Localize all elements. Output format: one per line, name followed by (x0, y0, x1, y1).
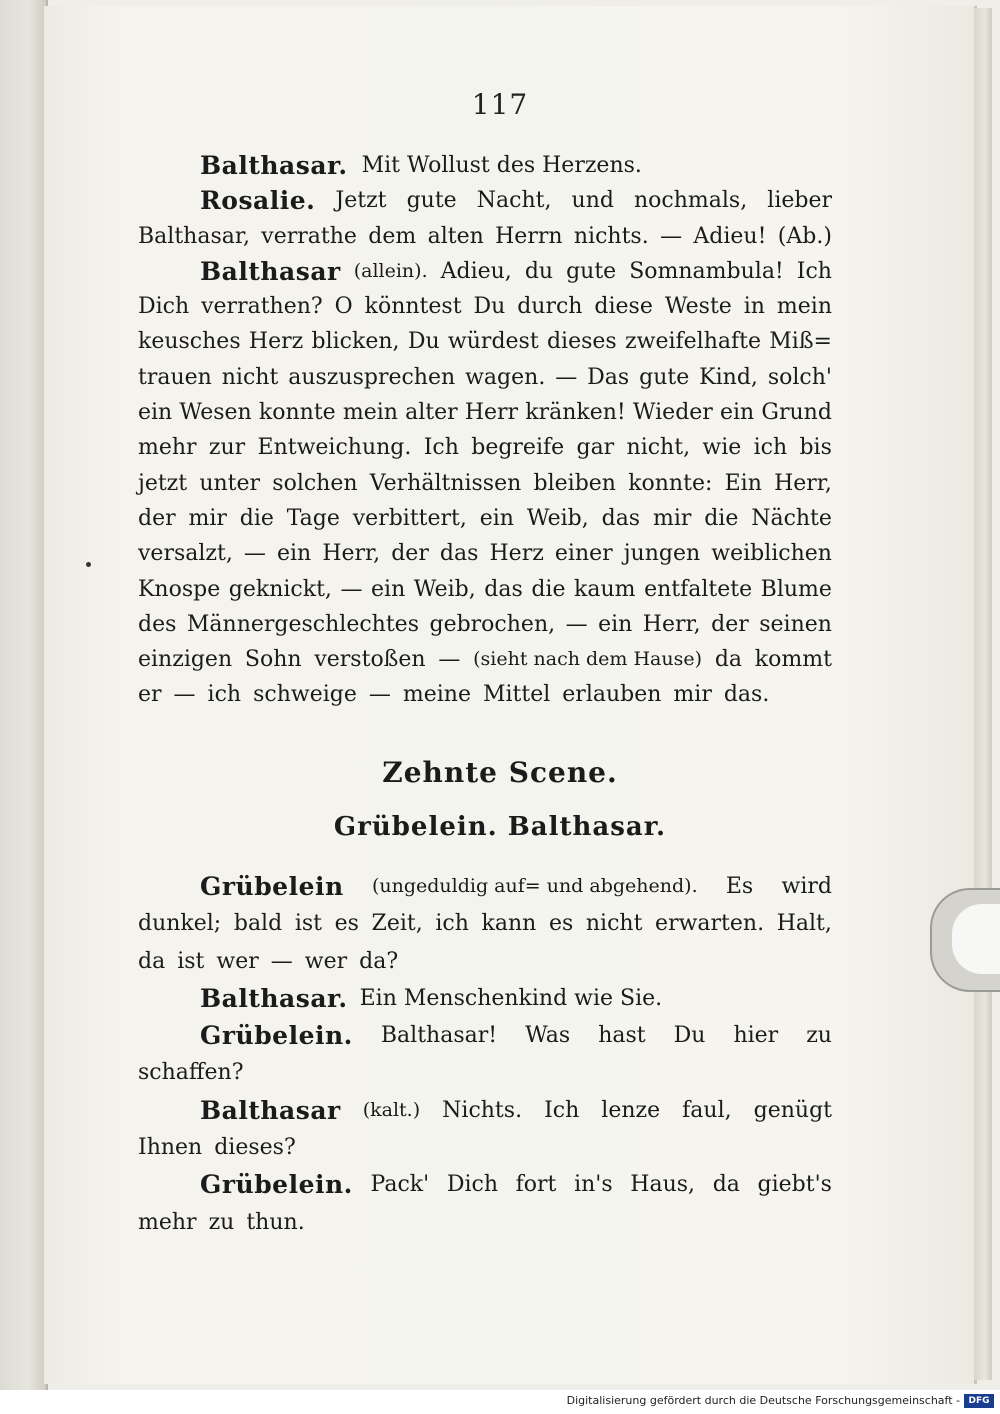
word: gar (576, 435, 615, 461)
word: jetzt (138, 470, 188, 496)
text-line (138, 430, 832, 465)
word: ich (435, 911, 469, 937)
word: zu (806, 1023, 832, 1049)
word: auszusprechen (288, 364, 456, 390)
page-stack-edge (974, 8, 992, 1380)
word: Zeit, (371, 911, 423, 937)
word: die (239, 505, 274, 531)
word: es (334, 911, 359, 937)
word: Du (673, 1023, 706, 1049)
word: Rosalie. (200, 186, 316, 216)
word: dieses? (214, 1135, 296, 1161)
word: Dich (446, 1172, 498, 1198)
word: Adieu! (693, 223, 767, 249)
word: das (601, 505, 641, 531)
word: Balthasar (200, 256, 341, 286)
word: gute (639, 364, 690, 390)
word: Du (473, 294, 506, 320)
word: hast (598, 1023, 646, 1049)
word: wer (216, 948, 259, 974)
word: — (565, 611, 588, 637)
word: mir (673, 682, 712, 708)
word: mir (652, 505, 692, 531)
word: zu (208, 1209, 235, 1235)
text-line (138, 1054, 832, 1091)
word: ein (598, 611, 633, 637)
word: ist (177, 948, 205, 974)
word: einzigen (138, 647, 233, 673)
word: der (391, 541, 429, 567)
word: Ein (724, 470, 762, 496)
word: lenze (601, 1097, 661, 1123)
word: da (712, 1172, 740, 1198)
word: Was (525, 1023, 571, 1049)
word: da (138, 948, 166, 974)
word: — (270, 948, 293, 974)
text-line (138, 289, 832, 324)
word: verrathe (261, 223, 357, 249)
word: erlauben (562, 682, 662, 708)
word: nicht, (626, 435, 691, 461)
word: Herr, (774, 470, 832, 496)
word: Balthasar (200, 1095, 341, 1125)
dfg-logo: DFG (964, 1394, 994, 1408)
word: konnte: (628, 470, 713, 496)
word: Grübelein. (200, 1021, 353, 1051)
word: Ich (544, 1097, 580, 1123)
word: dieses (546, 329, 617, 355)
word: Herz (489, 541, 544, 567)
word: seinen (759, 611, 832, 637)
word: Somnambula! (629, 258, 784, 284)
word: des (138, 611, 177, 637)
word: Halt, (776, 911, 832, 937)
word: Herrn (495, 223, 563, 249)
word: ein (371, 576, 406, 602)
word: Mittel (482, 682, 551, 708)
word: Herr, (322, 541, 381, 567)
word: Männergeschlechtes (186, 611, 419, 637)
word: Balthasar! (380, 1023, 498, 1049)
word: mein (776, 294, 832, 320)
word: Nacht, (476, 188, 552, 214)
text-line (138, 360, 832, 395)
word: Pack' (370, 1172, 430, 1198)
word: schweige (253, 682, 357, 708)
word: bis (799, 435, 832, 461)
word: dunkel; (138, 911, 222, 937)
word: mehr (138, 435, 197, 461)
word: Tage (286, 505, 340, 531)
word: begreife (471, 435, 565, 461)
word: keusches (138, 329, 241, 355)
word: Verhältnissen (369, 470, 522, 496)
word: diese (594, 294, 653, 320)
word: Herz (248, 329, 304, 355)
word: (allein). (353, 259, 428, 282)
word: da? (359, 948, 399, 974)
word: thun. (246, 1209, 305, 1235)
word: Herr, (642, 611, 701, 637)
word: in's (574, 1172, 613, 1198)
word: Wesen (179, 400, 252, 426)
margin-mark (86, 562, 91, 567)
word: in (743, 294, 765, 320)
word: — (368, 682, 391, 708)
word: gebrochen, (429, 611, 556, 637)
word: (Ab.) (777, 223, 832, 249)
word: und (571, 188, 614, 214)
word: ein (277, 541, 312, 567)
word: mein (342, 400, 398, 426)
word: kaum (574, 576, 636, 602)
text-line (138, 642, 832, 677)
dialogue-block-2 (138, 868, 832, 1241)
word: — (173, 682, 196, 708)
word: (kalt.) (362, 1098, 421, 1121)
word: konnte (258, 400, 336, 426)
word: Ich (796, 258, 832, 284)
word: verstoßen (314, 647, 426, 673)
word: da (714, 647, 743, 673)
word: wird (781, 874, 832, 899)
word: schaffen? (138, 1060, 244, 1086)
word: mehr (138, 1209, 197, 1235)
word: weiblichen (711, 541, 832, 567)
text-line (138, 466, 832, 501)
word: trauen (138, 364, 212, 390)
word: Weste (664, 294, 732, 320)
word: die (704, 505, 739, 531)
word: Knospe (138, 576, 221, 602)
text-line (138, 1017, 832, 1054)
word: Ich (423, 435, 459, 461)
word: Weib, (526, 505, 589, 531)
word: — (340, 576, 363, 602)
text-line (138, 905, 832, 942)
word: unter (199, 470, 261, 496)
text-line (138, 536, 832, 571)
word: ein (479, 505, 514, 531)
word: Jetzt (335, 188, 387, 214)
word: gute (566, 258, 617, 284)
word: zur (208, 435, 246, 461)
word: ein (138, 400, 173, 426)
word: wagen. (465, 364, 546, 390)
word: (sieht nach dem Hause) (473, 648, 703, 671)
word: bald (233, 911, 283, 937)
word: zweifelhafte (625, 329, 761, 355)
word: das. (723, 682, 770, 708)
word: solchen (272, 470, 358, 496)
book-clip-tab (930, 888, 1000, 992)
word: giebt's (757, 1172, 832, 1198)
word: kommt (754, 647, 832, 673)
word: — (438, 647, 461, 673)
word: Balthasar, (138, 223, 250, 249)
word: Dich (138, 294, 190, 320)
word: Adieu, (440, 258, 512, 284)
word: wie (702, 435, 742, 461)
word: Nächte (751, 505, 832, 531)
word: würdest (447, 329, 539, 355)
word: du (524, 258, 554, 284)
text-line (138, 677, 832, 712)
word: gute (406, 188, 457, 214)
word: ich (207, 682, 242, 708)
word: meine (402, 682, 471, 708)
word: Weib, (413, 576, 476, 602)
word: nicht (221, 364, 279, 390)
text-line (138, 572, 832, 607)
facing-page-edge (0, 0, 48, 1390)
word: mir (188, 505, 227, 531)
word: ich (753, 435, 788, 461)
text-line: Balthasar. Mit Wollust des Herzens. (200, 151, 642, 180)
word: (ungeduldig auf= und abgehend). (371, 875, 698, 897)
text-line (138, 501, 832, 536)
word: Ihnen (138, 1135, 203, 1161)
word: erwarten. (655, 911, 765, 937)
word: genügt (753, 1097, 832, 1123)
funding-credit: Digitalisierung gefördert durch die Deutsche Forschungsgemeinschaft - (566, 1394, 960, 1407)
word: das (439, 541, 479, 567)
word: lieber (767, 188, 832, 214)
text-line (138, 324, 832, 359)
text-line (138, 607, 832, 642)
text-line (138, 943, 832, 980)
scene-characters: Grübelein. Balthasar. (333, 812, 667, 842)
word: geknickt, (228, 576, 332, 602)
footer-bar (0, 1390, 1000, 1414)
word: dem (368, 223, 417, 249)
word: durch (517, 294, 583, 320)
scene-heading: Zehnte Scene. (382, 756, 618, 789)
word: — (243, 541, 266, 567)
word: entfaltete (644, 576, 753, 602)
word: das (484, 576, 523, 602)
text-line (138, 1204, 832, 1241)
word: — (660, 223, 683, 249)
word: alter (405, 400, 458, 426)
word: einer (554, 541, 613, 567)
text-line (138, 254, 832, 289)
word: nicht (585, 911, 643, 937)
text-line (138, 1092, 832, 1129)
word: Blume (760, 576, 832, 602)
word: bleiben (533, 470, 616, 496)
word: — (555, 364, 578, 390)
word: fort (515, 1172, 557, 1198)
word: der (138, 505, 176, 531)
word: nichts. (573, 223, 649, 249)
word: Ein Menschenkind wie Sie. (359, 985, 663, 1011)
text-line (138, 868, 832, 905)
word: hier (733, 1023, 779, 1049)
text-line (138, 1166, 832, 1203)
word: kann (481, 911, 537, 937)
word: Sohn (244, 647, 302, 673)
word: blicken, (311, 329, 400, 355)
word: Kind, (699, 364, 758, 390)
word: nochmals, (634, 188, 748, 214)
word: die (531, 576, 566, 602)
word: Herr (464, 400, 519, 426)
word: es (548, 911, 574, 937)
word: jungen (623, 541, 701, 567)
word: Es (725, 874, 754, 899)
word: alten (427, 223, 484, 249)
text-line (138, 219, 832, 254)
text-line (138, 183, 832, 218)
word: Du (407, 329, 440, 355)
word: Grübelein (200, 872, 344, 901)
word: versalzt, (138, 541, 233, 567)
word: Nichts. (442, 1097, 523, 1123)
word: solch' (767, 364, 832, 390)
page-number: 117 (471, 88, 529, 121)
word: ist (294, 911, 322, 937)
word: ein (720, 400, 755, 426)
word: kränken! (525, 400, 626, 426)
word: Entweichung. (257, 435, 412, 461)
text-line (138, 395, 832, 430)
word: Balthasar. (200, 983, 348, 1013)
text-line (138, 1129, 832, 1166)
text-line (138, 980, 832, 1017)
word: Haus, (630, 1172, 696, 1198)
word: verrathen? (201, 294, 323, 320)
word: verbittert, (352, 505, 467, 531)
word: Grund (761, 400, 832, 426)
dialogue-block-1 (138, 148, 832, 713)
word: wer (304, 948, 348, 974)
word: Grübelein. (200, 1170, 353, 1200)
word: Wieder (632, 400, 713, 426)
word: Miß= (769, 329, 832, 355)
word: Das (587, 364, 630, 390)
word: O (334, 294, 353, 320)
word: er (138, 682, 162, 708)
word: der (711, 611, 749, 637)
word: könntest (364, 294, 462, 320)
word: faul, (682, 1097, 732, 1123)
